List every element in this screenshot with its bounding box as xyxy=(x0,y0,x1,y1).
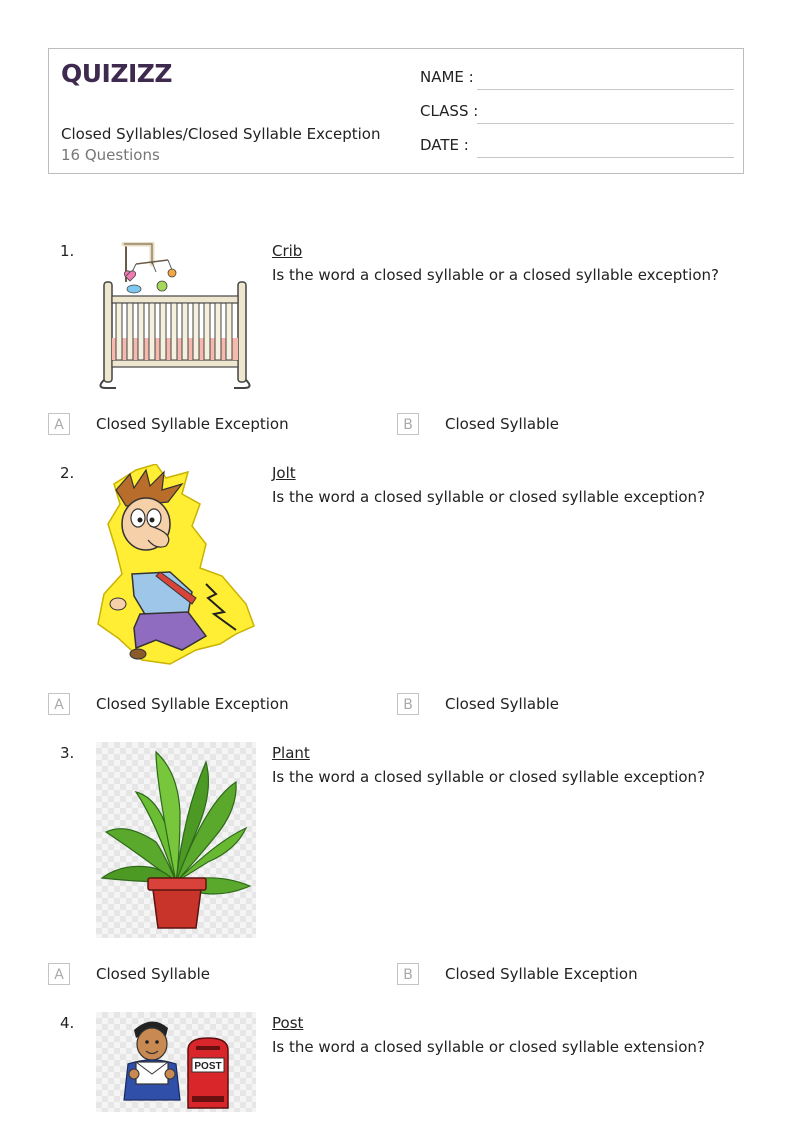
option-text: Closed Syllable Exception xyxy=(96,415,289,433)
option-text: Closed Syllable Exception xyxy=(445,965,638,983)
question-prompt: Is the word a closed syllable or closed syllable exception? xyxy=(272,488,706,506)
question-word: Post xyxy=(272,1014,304,1032)
option-letter-box: A xyxy=(48,693,70,715)
question-number: 3. xyxy=(60,744,75,762)
question-prompt: Is the word a closed syllable or closed syllable exception? xyxy=(272,768,706,786)
class-field[interactable] xyxy=(420,102,734,124)
post-sign-text: POST xyxy=(194,1061,222,1072)
question-number: 1. xyxy=(60,242,75,260)
name-field[interactable] xyxy=(420,68,734,90)
jolt-image xyxy=(96,464,256,670)
option-text: Closed Syllable xyxy=(445,415,559,433)
question-number: 2. xyxy=(60,464,75,482)
option-letter-box: B xyxy=(397,693,419,715)
crib-image xyxy=(96,242,256,390)
option-letter-box: B xyxy=(397,413,419,435)
question-count: 16 Questions xyxy=(61,146,160,164)
class-line xyxy=(477,123,734,124)
question-prompt: Is the word a closed syllable or a closed syllable exception? xyxy=(272,266,719,284)
question-word: Jolt xyxy=(272,464,296,482)
question-word: Crib xyxy=(272,242,303,260)
worksheet-title: Closed Syllables/Closed Syllable Exception xyxy=(61,125,381,143)
name-label: NAME : xyxy=(420,68,474,86)
date-label: DATE : xyxy=(420,136,469,154)
option-text: Closed Syllable xyxy=(96,965,210,983)
option-letter-box: A xyxy=(48,963,70,985)
plant-image xyxy=(96,742,256,938)
class-label: CLASS : xyxy=(420,102,479,120)
post-image xyxy=(96,1012,256,1112)
date-line xyxy=(477,157,734,158)
question-number: 4. xyxy=(60,1014,75,1032)
option-text: Closed Syllable Exception xyxy=(96,695,289,713)
quizizz-logo: QUIZIZZ xyxy=(61,59,173,88)
date-field[interactable] xyxy=(420,136,734,158)
option-text: Closed Syllable xyxy=(445,695,559,713)
question-word: Plant xyxy=(272,744,310,762)
option-letter-box: A xyxy=(48,413,70,435)
worksheet-header xyxy=(48,48,744,174)
option-letter-box: B xyxy=(397,963,419,985)
question-prompt: Is the word a closed syllable or closed syllable extension? xyxy=(272,1038,705,1056)
name-line xyxy=(477,89,734,90)
